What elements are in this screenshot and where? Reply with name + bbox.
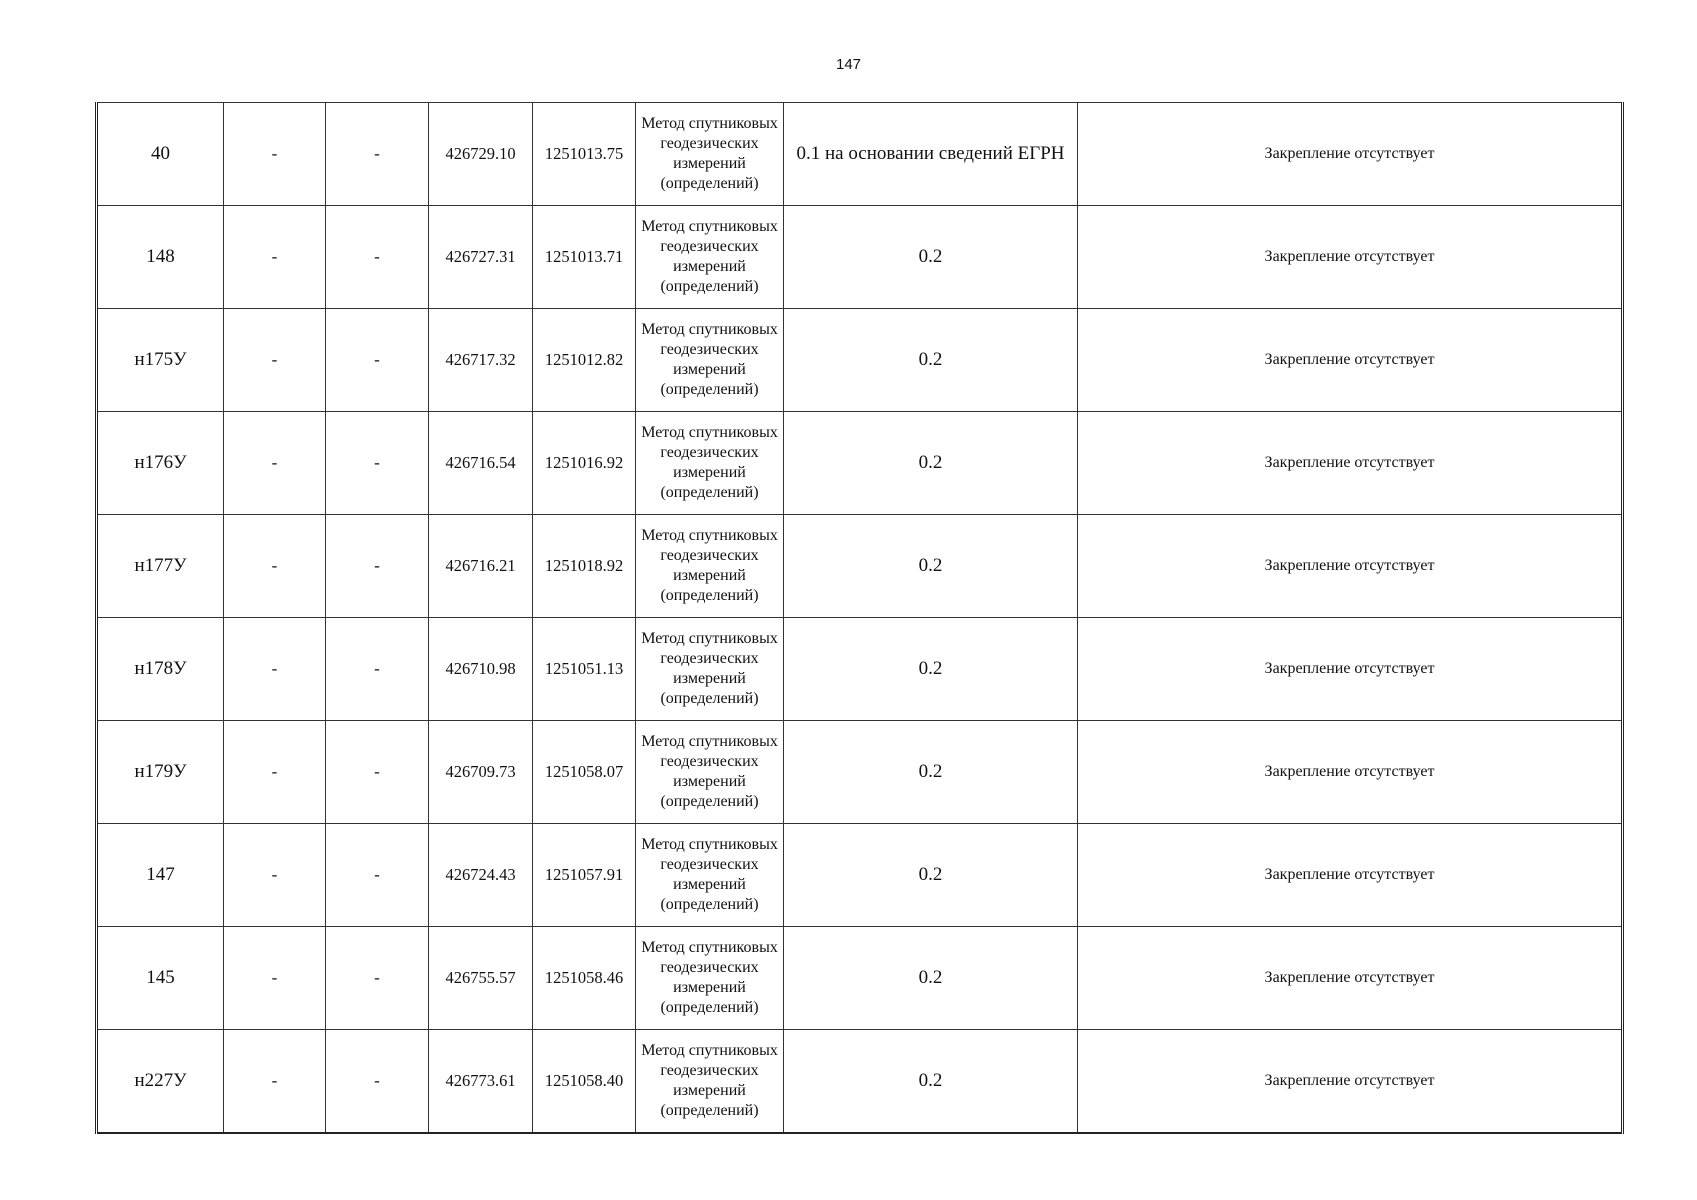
old-y-cell: - (326, 103, 429, 206)
method-cell: Метод спутниковых геодезических измерений (определений) (636, 309, 784, 412)
y-coordinate-cell: 1251016.92 (533, 412, 636, 515)
x-coordinate-cell: 426717.32 (429, 309, 533, 412)
old-y-cell: - (326, 927, 429, 1030)
table-row (97, 927, 1623, 1030)
point-name-cell: 40 (97, 103, 224, 206)
point-name-cell: н178У (97, 618, 224, 721)
marking-cell: Закрепление отсутствует (1078, 103, 1623, 206)
old-y-cell: - (326, 515, 429, 618)
marking-cell: Закрепление отсутствует (1078, 618, 1623, 721)
method-cell: Метод спутниковых геодезических измерений (определений) (636, 515, 784, 618)
old-x-cell: - (224, 103, 326, 206)
old-x-cell: - (224, 206, 326, 309)
y-coordinate-cell: 1251018.92 (533, 515, 636, 618)
accuracy-cell: 0.2 (784, 618, 1078, 721)
marking-cell: Закрепление отсутствует (1078, 206, 1623, 309)
marking-cell: Закрепление отсутствует (1078, 721, 1623, 824)
table-row (97, 824, 1623, 927)
old-y-cell: - (326, 309, 429, 412)
accuracy-cell: 0.2 (784, 927, 1078, 1030)
table-row (97, 721, 1623, 824)
point-name-cell: н227У (97, 1030, 224, 1134)
method-cell: Метод спутниковых геодезических измерений (определений) (636, 103, 784, 206)
y-coordinate-cell: 1251058.07 (533, 721, 636, 824)
method-cell: Метод спутниковых геодезических измерений (определений) (636, 824, 784, 927)
method-cell: Метод спутниковых геодезических измерений (определений) (636, 412, 784, 515)
x-coordinate-cell: 426716.54 (429, 412, 533, 515)
point-name-cell: н175У (97, 309, 224, 412)
point-name-cell: н179У (97, 721, 224, 824)
old-x-cell: - (224, 412, 326, 515)
y-coordinate-cell: 1251051.13 (533, 618, 636, 721)
old-x-cell: - (224, 618, 326, 721)
accuracy-cell: 0.2 (784, 721, 1078, 824)
y-coordinate-cell: 1251012.82 (533, 309, 636, 412)
old-y-cell: - (326, 824, 429, 927)
accuracy-cell: 0.1 на основании сведений ЕГРН (784, 103, 1078, 206)
point-name-cell: 148 (97, 206, 224, 309)
accuracy-cell: 0.2 (784, 309, 1078, 412)
accuracy-cell: 0.2 (784, 412, 1078, 515)
marking-cell: Закрепление отсутствует (1078, 1030, 1623, 1134)
point-name-cell: н177У (97, 515, 224, 618)
old-y-cell: - (326, 721, 429, 824)
y-coordinate-cell: 1251013.75 (533, 103, 636, 206)
old-x-cell: - (224, 927, 326, 1030)
accuracy-cell: 0.2 (784, 206, 1078, 309)
table-body (97, 103, 1623, 1134)
x-coordinate-cell: 426710.98 (429, 618, 533, 721)
method-cell: Метод спутниковых геодезических измерений (определений) (636, 1030, 784, 1134)
x-coordinate-cell: 426724.43 (429, 824, 533, 927)
marking-cell: Закрепление отсутствует (1078, 927, 1623, 1030)
marking-cell: Закрепление отсутствует (1078, 824, 1623, 927)
method-cell: Метод спутниковых геодезических измерений (определений) (636, 927, 784, 1030)
x-coordinate-cell: 426755.57 (429, 927, 533, 1030)
page-number: 147 (835, 56, 862, 73)
x-coordinate-cell: 426727.31 (429, 206, 533, 309)
method-cell: Метод спутниковых геодезических измерений (определений) (636, 206, 784, 309)
table-row (97, 412, 1623, 515)
old-y-cell: - (326, 412, 429, 515)
table-row (97, 618, 1623, 721)
old-y-cell: - (326, 1030, 429, 1134)
accuracy-cell: 0.2 (784, 1030, 1078, 1134)
marking-cell: Закрепление отсутствует (1078, 515, 1623, 618)
marking-cell: Закрепление отсутствует (1078, 412, 1623, 515)
point-name-cell: 145 (97, 927, 224, 1030)
marking-cell: Закрепление отсутствует (1078, 309, 1623, 412)
table-row (97, 103, 1623, 206)
old-x-cell: - (224, 721, 326, 824)
old-y-cell: - (326, 206, 429, 309)
y-coordinate-cell: 1251058.46 (533, 927, 636, 1030)
y-coordinate-cell: 1251057.91 (533, 824, 636, 927)
y-coordinate-cell: 1251013.71 (533, 206, 636, 309)
old-x-cell: - (224, 309, 326, 412)
accuracy-cell: 0.2 (784, 824, 1078, 927)
table-row (97, 515, 1623, 618)
coordinates-table (95, 102, 1624, 1134)
table-row (97, 206, 1623, 309)
x-coordinate-cell: 426729.10 (429, 103, 533, 206)
x-coordinate-cell: 426716.21 (429, 515, 533, 618)
old-x-cell: - (224, 1030, 326, 1134)
old-y-cell: - (326, 618, 429, 721)
accuracy-cell: 0.2 (784, 515, 1078, 618)
table-row (97, 1030, 1623, 1134)
point-name-cell: н176У (97, 412, 224, 515)
point-name-cell: 147 (97, 824, 224, 927)
old-x-cell: - (224, 824, 326, 927)
x-coordinate-cell: 426709.73 (429, 721, 533, 824)
method-cell: Метод спутниковых геодезических измерений (определений) (636, 618, 784, 721)
method-cell: Метод спутниковых геодезических измерений (определений) (636, 721, 784, 824)
y-coordinate-cell: 1251058.40 (533, 1030, 636, 1134)
old-x-cell: - (224, 515, 326, 618)
x-coordinate-cell: 426773.61 (429, 1030, 533, 1134)
table-row (97, 309, 1623, 412)
